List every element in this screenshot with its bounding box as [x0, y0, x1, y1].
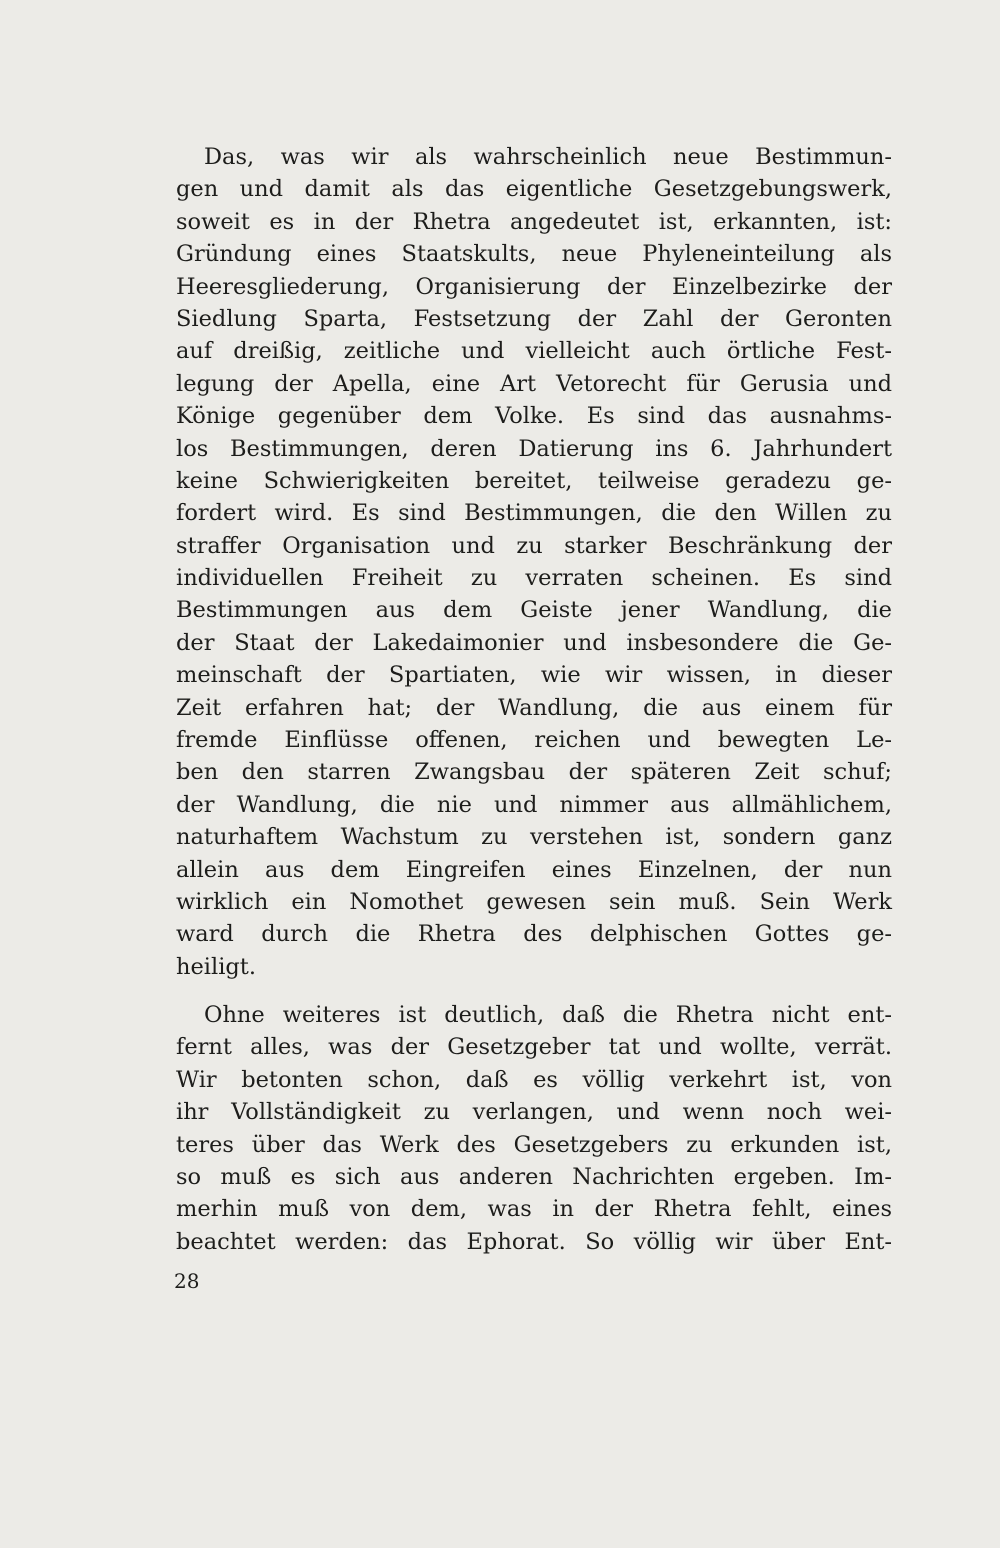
text-line: fordert wird. Es sind Bestimmungen, die den Willen zu: [176, 500, 892, 527]
text-line: fernt alles, was der Gesetzgeber tat und wollte, verrät.: [176, 1034, 892, 1061]
text-line: wirklich ein Nomothet gewesen sein muß. Sein Werk: [176, 888, 892, 915]
text-line: ward durch die Rhetra des delphischen Gottes ge-: [176, 921, 892, 948]
text-line: Zeit erfahren hat; der Wandlung, die aus einem für: [176, 694, 892, 721]
text-line: so muß es sich aus anderen Nachrichten ergeben. Im-: [176, 1163, 892, 1190]
text-line: soweit es in der Rhetra angedeutet ist, erkannten, ist:: [176, 208, 892, 235]
text-line: legung der Apella, eine Art Vetorecht für Gerusia und: [176, 370, 892, 397]
text-line: Das, was wir als wahrscheinlich neue Bestimmun-: [204, 144, 892, 170]
text-line: keine Schwierigkeiten bereitet, teilweise geradezu ge-: [176, 467, 892, 494]
text-line: teres über das Werk des Gesetzgebers zu erkunden ist,: [176, 1131, 892, 1158]
text-line: Wir betonten schon, daß es völlig verkehrt ist, von: [176, 1066, 892, 1093]
text-line: Bestimmungen aus dem Geiste jener Wandlung, die: [176, 597, 892, 624]
text-line: meinschaft der Spartiaten, wie wir wissen, in dieser: [176, 662, 892, 689]
text-line: naturhaftem Wachstum zu verstehen ist, sondern ganz: [176, 824, 892, 851]
text-line: beachtet werden: das Ephorat. So völlig wir über Ent-: [176, 1228, 892, 1255]
text-line: Ohne weiteres ist deutlich, daß die Rhetra nicht ent-: [204, 1002, 892, 1028]
text-line: Könige gegenüber dem Volke. Es sind das ausnahms-: [176, 403, 892, 430]
page-number: 28: [174, 1269, 200, 1293]
text-line: ben den starren Zwangsbau der späteren Zeit schuf;: [176, 759, 892, 786]
text-line: fremde Einflüsse offenen, reichen und bewegten Le-: [176, 727, 892, 754]
paragraph-2: [176, 999, 892, 1258]
text-line: der Staat der Lakedaimonier und insbesondere die Ge-: [176, 629, 892, 656]
paragraph-1: [176, 141, 892, 983]
text-line: individuellen Freiheit zu verraten scheinen. Es sind: [176, 565, 892, 592]
text-line: Siedlung Sparta, Festsetzung der Zahl der Geronten: [176, 305, 892, 332]
text-line: heiligt.: [176, 953, 256, 980]
text-line: merhin muß von dem, was in der Rhetra fehlt, eines: [176, 1196, 892, 1223]
text-line: auf dreißig, zeitliche und vielleicht auch örtliche Fest-: [176, 338, 892, 365]
text-line: Heeresgliederung, Organisierung der Einzelbezirke der: [176, 273, 892, 300]
text-line: gen und damit als das eigentliche Gesetzgebungswerk,: [176, 176, 892, 203]
text-line: Gründung eines Staatskults, neue Phyleneinteilung als: [176, 241, 892, 268]
text-line: los Bestimmungen, deren Datierung ins 6. Jahrhundert: [176, 435, 892, 462]
text-line: straffer Organisation und zu starker Beschränkung der: [176, 532, 892, 559]
text-line: ihr Vollständigkeit zu verlangen, und wenn noch wei-: [176, 1099, 892, 1126]
text-line: der Wandlung, die nie und nimmer aus allmählichem,: [176, 791, 892, 818]
text-line: allein aus dem Eingreifen eines Einzelnen, der nun: [176, 856, 892, 883]
